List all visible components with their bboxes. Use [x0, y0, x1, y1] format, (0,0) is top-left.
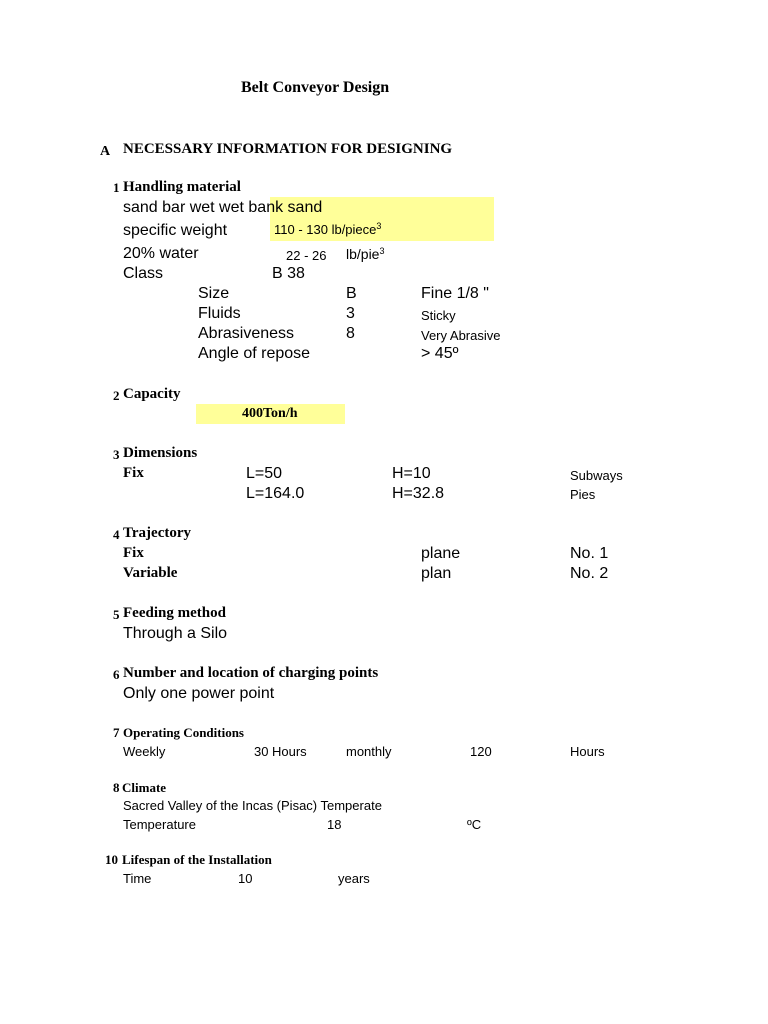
prop-name: Size: [198, 285, 230, 302]
trajectory-label: Variable: [123, 565, 178, 581]
section-title-lifespan: Lifespan of the Installation: [122, 852, 272, 867]
climate-text: Sacred Valley of the Incas (Pisac) Temperate: [123, 798, 382, 813]
prop-desc: Sticky: [421, 308, 456, 323]
specific-weight-value: 110 - 130 lb/piece$^3$: [274, 221, 382, 237]
page-title: Belt Conveyor Design: [241, 79, 390, 96]
dimension-length: L=50: [246, 465, 283, 482]
prop-name: Angle of repose: [198, 345, 311, 362]
dimension-height: H=32.8: [392, 485, 445, 502]
temperature-value: 18: [327, 817, 342, 832]
section-title-trajectory: Trajectory: [123, 525, 192, 541]
section-heading: NECESSARY INFORMATION FOR DESIGNING: [123, 141, 453, 157]
trajectory-type: plan: [421, 565, 452, 582]
specific-weight-label: specific weight: [123, 222, 228, 239]
prop-code: 3: [346, 305, 355, 322]
charging-points-text: Only one power point: [123, 685, 275, 702]
prop-desc: Fine 1/8 ": [421, 285, 489, 302]
dimension-length: L=164.0: [246, 485, 305, 502]
item-number: 4: [113, 527, 120, 542]
item-number: 5: [113, 607, 120, 622]
item-number: 3: [113, 447, 120, 462]
dimension-unit: Pies: [570, 487, 596, 502]
section-title-climate: Climate: [122, 780, 167, 795]
trajectory-label: Fix: [123, 545, 144, 561]
weekly-label: Weekly: [123, 744, 166, 759]
item-number: 10: [105, 852, 118, 867]
section-title-feeding: Feeding method: [123, 605, 226, 621]
dimensions-fix-label: Fix: [123, 465, 144, 481]
material-text: sand bar wet wet bank sand: [123, 199, 323, 216]
water-label: 20% water: [123, 245, 199, 262]
class-value: B 38: [272, 265, 305, 282]
section-title-handling: Handling material: [123, 179, 241, 195]
time-label: Time: [123, 871, 152, 886]
monthly-unit: Hours: [570, 744, 605, 759]
item-number: 2: [113, 388, 120, 403]
water-value: 22 - 26: [286, 248, 327, 263]
item-number: 7: [113, 725, 120, 740]
prop-name: Fluids: [198, 305, 241, 322]
trajectory-number: No. 2: [570, 565, 609, 582]
section-title-operating: Operating Conditions: [123, 725, 244, 740]
weekly-unit: Hours: [272, 744, 307, 759]
item-number: 1: [113, 180, 120, 195]
section-title-dimensions: Dimensions: [123, 445, 198, 461]
prop-code: B: [346, 285, 357, 302]
section-letter: A: [100, 144, 111, 159]
section-title-capacity: Capacity: [123, 386, 181, 402]
prop-name: Abrasiveness: [198, 325, 295, 342]
temperature-label: Temperature: [123, 817, 196, 832]
item-number: 8: [113, 780, 120, 795]
weekly-value: 30: [254, 744, 269, 759]
dimension-height: H=10: [392, 465, 431, 482]
time-unit: years: [338, 871, 370, 886]
dimension-unit: Subways: [570, 468, 623, 483]
prop-desc: Very Abrasive: [421, 328, 501, 343]
temperature-unit: ºC: [467, 817, 482, 832]
trajectory-number: No. 1: [570, 545, 609, 562]
feeding-method-text: Through a Silo: [123, 625, 228, 642]
capacity-value: 400Ton/h: [242, 406, 298, 421]
class-label: Class: [123, 265, 164, 282]
trajectory-type: plane: [421, 545, 461, 562]
item-number: 6: [113, 667, 120, 682]
time-value: 10: [238, 871, 253, 886]
prop-code: 8: [346, 325, 355, 342]
prop-desc: > 45º: [421, 345, 459, 362]
water-unit: lb/pie$^3$: [346, 246, 385, 262]
section-title-charging: Number and location of charging points: [123, 665, 379, 681]
monthly-value: 120: [470, 744, 492, 759]
monthly-label: monthly: [346, 744, 392, 759]
